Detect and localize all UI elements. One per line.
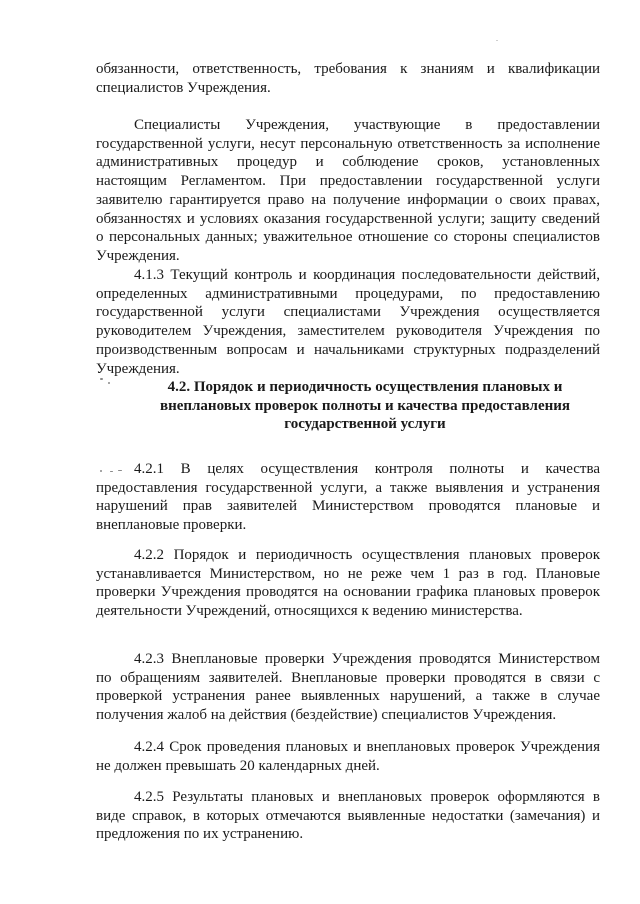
paragraph-specialists-responsibility: Специалисты Учреждения, участвующие в предоставлении государственной услуги, несут персональную ответственность за исполнение административных процедур и соблюдение сроков, установленных настоящим Регламентом. При предоставлении государственной услуги заявителю гарантируется право на получение информации о своих правах, обязанностях и условиях оказания государственной услуги; защиту сведений о персональных данных; уважительное отношение со стороны специалистов Учреждения.: [96, 117, 600, 264]
paragraph-4-2-5: 4.2.5 Результаты плановых и внеплановых проверок оформляются в виде справок, в которых отмечаются выявленные недостатки (замечания) и предложения по их устранению.: [96, 789, 600, 843]
scan-speck: [110, 471, 113, 472]
paragraph-4-2-1: 4.2.1 В целях осуществления контроля полноты и качества предоставления государственной услуги, а также выявления и устранения нарушений прав заявителей Министерством проводятся плановые и внеплановые проверки.: [96, 461, 600, 534]
scan-speck: [100, 470, 102, 472]
scan-speck: [496, 40, 498, 41]
scan-speck: [108, 382, 110, 384]
paragraph-4-2-2: 4.2.2 Порядок и периодичность осуществления плановых проверок устанавливается Министерством, но не реже чем 1 раз в год. Плановые проверки Учреждения проводятся на основании графика плановых проверок деятельности Учреждений, относящихся к ведению министерства.: [96, 547, 600, 620]
paragraph-continuation: обязанности, ответственность, требования к знаниям и квалификации специалистов Учреждения.: [96, 61, 600, 96]
scan-speck: [100, 378, 103, 380]
paragraph-4-2-4: 4.2.4 Срок проведения плановых и внеплановых проверок Учреждения не должен превышать 20 календарных дней.: [96, 739, 600, 774]
section-heading-4-2: 4.2. Порядок и периодичность осуществления плановых и внеплановых проверок полноты и качества предоставления государственной услуги: [159, 379, 571, 433]
paragraph-4-2-3: 4.2.3 Внеплановые проверки Учреждения проводятся Министерством по обращениям заявителей. Внеплановые проверки проводятся в связи с проверкой устранения ранее выявленных нарушений, а также в случае получения жалоб на действия (бездействие) специалистов Учреждения.: [96, 651, 600, 724]
scan-speck: [118, 470, 122, 471]
paragraph-4-1-3: 4.1.3 Текущий контроль и координация последовательности действий, определенных административными процедурами, по предоставлению государственной услуги специалистами Учреждения осуществляется руководителем Учреждения, заместителем руководителя Учреждения по производственным вопросам и начальниками структурных подразделений Учреждения.: [96, 267, 600, 377]
